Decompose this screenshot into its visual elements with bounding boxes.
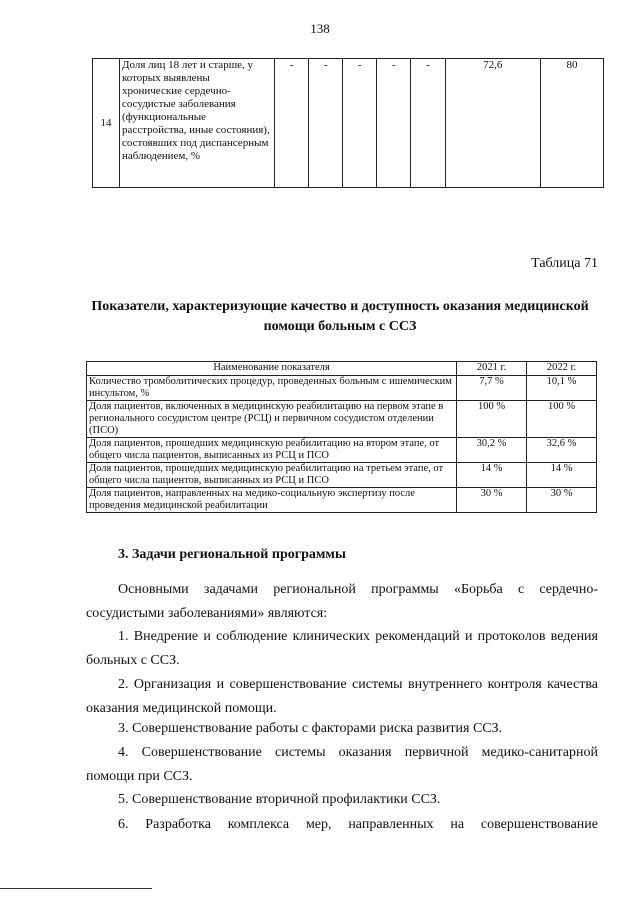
value-2021: 14 % <box>457 463 527 488</box>
indicator-name: Количество тромболитических процедур, проведенных больным с ишемическим инсультом, % <box>87 376 457 401</box>
paragraph: 3. Совершенствование работы с факторами риска развития ССЗ. <box>118 721 503 736</box>
table-row <box>87 376 597 401</box>
value-2022: 32,6 % <box>527 438 597 463</box>
paragraph: 5. Совершенствование вторичной профилактики ССЗ. <box>118 792 441 807</box>
dash-cell: - <box>411 59 445 188</box>
dash-cell: - <box>377 59 411 188</box>
indicator-name: Доля пациентов, прошедших медицинскую реабилитацию на третьем этапе, от общего числа пациентов, выписанных из РСЦ и ПСО <box>87 463 457 488</box>
indicator-name: Доля пациентов, включенных в медицинскую реабилитацию на первом этапе в регионального сосудистом центре (РСЦ) и первичном сосудистом отделении (ПСО) <box>87 401 457 438</box>
indicator-description: Доля лиц 18 лет и старше, у которых выявлены хронические сердечно-сосудистые заболевания (функциональные расстройства, иные состояния), состоявших под диспансерным наблюдением, % <box>120 59 275 188</box>
column-header: 2022 г. <box>527 362 597 376</box>
column-header: 2021 г. <box>457 362 527 376</box>
value-2022: 30 % <box>527 488 597 513</box>
dash-cell: - <box>343 59 377 188</box>
paragraph: 4. Совершенствование системы оказания первичной медико-санитарной помощи при ССЗ. <box>86 745 598 784</box>
table-row <box>87 438 597 463</box>
value-2022: 10,1 % <box>527 376 597 401</box>
value-cell: 80 <box>540 59 603 188</box>
paragraph: 2. Организация и совершенствование системы внутреннего контроля качества оказания медицинской помощи. <box>86 677 598 716</box>
dash-cell: - <box>275 59 309 188</box>
quality-indicators-table <box>86 361 597 513</box>
table-header-row <box>87 362 597 376</box>
table-caption: Таблица 71 <box>531 256 598 271</box>
table-row <box>87 401 597 438</box>
value-cell: 72,6 <box>445 59 540 188</box>
continued-indicator-table <box>92 58 604 188</box>
paragraph: 6. Разработка комплекса мер, направленных на совершенствование <box>118 817 598 832</box>
table-row <box>87 463 597 488</box>
row-number: 14 <box>93 59 120 188</box>
dash-cell: - <box>309 59 343 188</box>
indicator-name: Доля пациентов, прошедших медицинскую реабилитацию на втором этапе, от общего числа пациентов, выписанных из РСЦ и ПСО <box>87 438 457 463</box>
value-2022: 100 % <box>527 401 597 438</box>
value-2021: 30 % <box>457 488 527 513</box>
table-row <box>93 59 604 188</box>
value-2021: 30,2 % <box>457 438 527 463</box>
page-number: 138 <box>310 21 330 36</box>
value-2022: 14 % <box>527 463 597 488</box>
indicator-name: Доля пациентов, направленных на медико-социальную экспертизу после проведения медицинской реабилитации <box>87 488 457 513</box>
footnote-separator <box>0 888 152 889</box>
table-title: Показатели, характеризующие качество и доступность оказания медицинской помощи больным с ССЗ <box>91 299 589 334</box>
paragraph: 1. Внедрение и соблюдение клинических рекомендаций и протоколов ведения больных с ССЗ. <box>86 629 598 668</box>
value-2021: 7,7 % <box>457 376 527 401</box>
paragraph: Основными задачами региональной программы «Борьба с сердечно-сосудистыми заболеваниями» являются: <box>86 582 598 621</box>
value-2021: 100 % <box>457 401 527 438</box>
table-row <box>87 488 597 513</box>
section-heading: 3. Задачи региональной программы <box>118 547 346 562</box>
column-header: Наименование показателя <box>87 362 457 376</box>
